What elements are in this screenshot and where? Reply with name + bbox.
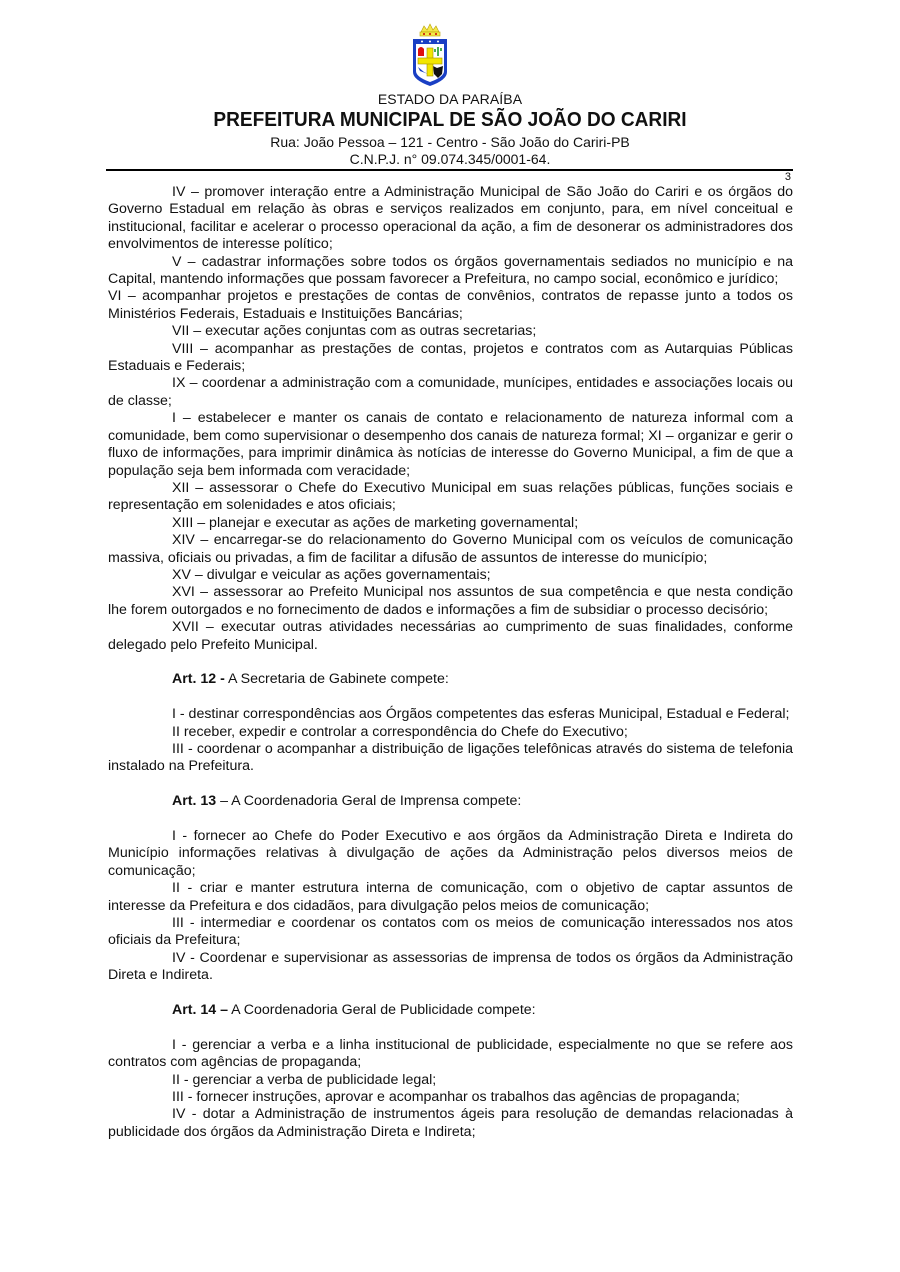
paragraph: IV – promover interação entre a Administração Municipal de São João do Cariri e os órgãos do Governo Estadual em relação às obras e serviços realizados em conjunto, para, em nível conceitual e institucional, facilitar e acelerar o processo operacional da ação, a fim de desonerar os administradores dos envolvimentos de interesse político;: [108, 184, 793, 253]
paragraph: XII – assessorar o Chefe do Executivo Municipal em suas relações públicas, funções sociais e representação em solenidades e atos oficiais;: [108, 479, 793, 514]
paragraph: IX – coordenar a administração com a comunidade, munícipes, entidades e associações locais ou de classe;: [108, 375, 793, 409]
paragraph: III - fornecer instruções, aprovar e acompanhar os trabalhos das agências de propaganda;: [172, 1089, 740, 1106]
header-divider: [106, 169, 793, 171]
paragraph: V – cadastrar informações sobre todos os órgãos governamentais sediados no município e na Capital, mantendo informações que possam favorecer a Prefeitura, no campo social, econômico e jurídico;: [108, 253, 793, 288]
document-body: [108, 184, 793, 1141]
header-state: ESTADO DA PARAÍBA: [377, 91, 523, 107]
paragraph: II - gerenciar a verba de publicidade legal;: [172, 1071, 437, 1088]
article-heading-text: A Coordenadoria Geral de Publicidade compete:: [228, 1002, 536, 1019]
paragraph: XV – divulgar e veicular as ações governamentais;: [172, 566, 491, 583]
article-heading-text: A Secretaria de Gabinete compete:: [224, 671, 449, 688]
article-heading-text: – A Coordenadoria Geral de Imprensa compete:: [216, 793, 522, 810]
paragraph: VII – executar ações conjuntas com as outras secretarias;: [172, 323, 537, 340]
paragraph: II receber, expedir e controlar a correspondência do Chefe do Executivo;: [172, 723, 628, 740]
paragraph: I - gerenciar a verba e a linha institucional de publicidade, especialmente no que se refere aos contratos com agências de propaganda;: [108, 1036, 793, 1071]
paragraph: II - criar e manter estrutura interna de comunicação, com o objetivo de captar assuntos de interesse da Prefeitura e dos cidadãos, para divulgação pelos meios de comunicação;: [108, 880, 793, 914]
municipal-coat-of-arms-icon: [410, 22, 450, 88]
header-title: PREFEITURA MUNICIPAL DE SÃO JOÃO DO CARIRI: [213, 108, 687, 131]
header-cnpj: C.N.P.J. n° 09.074.345/0001-64.: [349, 151, 551, 167]
article-13-heading: [108, 793, 793, 810]
paragraph: III - coordenar o acompanhar a distribuição de ligações telefônicas através do sistema de telefonia instalado na Prefeitura.: [108, 740, 793, 775]
paragraph: XVI – assessorar ao Prefeito Municipal nos assuntos de sua competência e que nesta condição lhe forem outorgados e no fornecimento de dados e informações a fim de subsidiar o processo decisório;: [108, 584, 793, 618]
paragraph: XIII – planejar e executar as ações de marketing governamental;: [172, 514, 579, 531]
article-12-heading: [108, 671, 793, 688]
page-number: 3: [784, 171, 791, 183]
paragraph: I - fornecer ao Chefe do Poder Executivo e aos órgãos da Administração Direta e Indireta do Município informações relativas à divulgação de ações da Administração pelos diversos meios de comunicação;: [108, 827, 793, 879]
article-label: Art. 14 –: [172, 1002, 228, 1019]
article-14-heading: [108, 1002, 793, 1019]
paragraph: I - destinar correspondências aos Órgãos competentes das esferas Municipal, Estadual e Federal;: [172, 706, 790, 723]
paragraph: IV - dotar a Administração de instrumentos ágeis para resolução de demandas relacionadas à publicidade dos órgãos da Administração Direta e Indireta;: [108, 1106, 793, 1140]
paragraph: VI – acompanhar projetos e prestações de contas de convênios, contratos de repasse junto a todos os Ministérios Federais, Estaduais e Instituições Bancárias;: [108, 288, 793, 322]
paragraph: XIV – encarregar-se do relacionamento do Governo Municipal com os veículos de comunicação massiva, oficiais ou privadas, a fim de facilitar a difusão de assuntos de interesse do município;: [108, 532, 793, 566]
article-label: Art. 13: [172, 793, 217, 810]
article-label: Art. 12 -: [172, 671, 225, 688]
paragraph: III - intermediar e coordenar os contatos com os meios de comunicação interessados nos atos oficiais da Prefeitura;: [108, 915, 793, 949]
paragraph: VIII – acompanhar as prestações de contas, projetos e contratos com as Autarquias Públicas Estaduais e Federais;: [108, 340, 793, 375]
paragraph: XVII – executar outras atividades necessárias ao cumprimento de suas finalidades, conforme delegado pelo Prefeito Municipal.: [108, 619, 793, 653]
paragraph: I – estabelecer e manter os canais de contato e relacionamento de natureza informal com a comunidade, bem como supervisionar o desempenho dos canais de natureza formal; XI – organizar e gerir o fluxo de informações, para imprimir dinâmica às notícias de interesse do Governo Municipal, a fim de que a população seja bem informada com veracidade;: [108, 410, 793, 479]
paragraph: IV - Coordenar e supervisionar as assessorias de imprensa de todos os órgãos da Administração Direta e Indireta.: [108, 949, 793, 984]
header-address: Rua: João Pessoa – 121 - Centro - São João do Cariri-PB: [270, 134, 630, 150]
